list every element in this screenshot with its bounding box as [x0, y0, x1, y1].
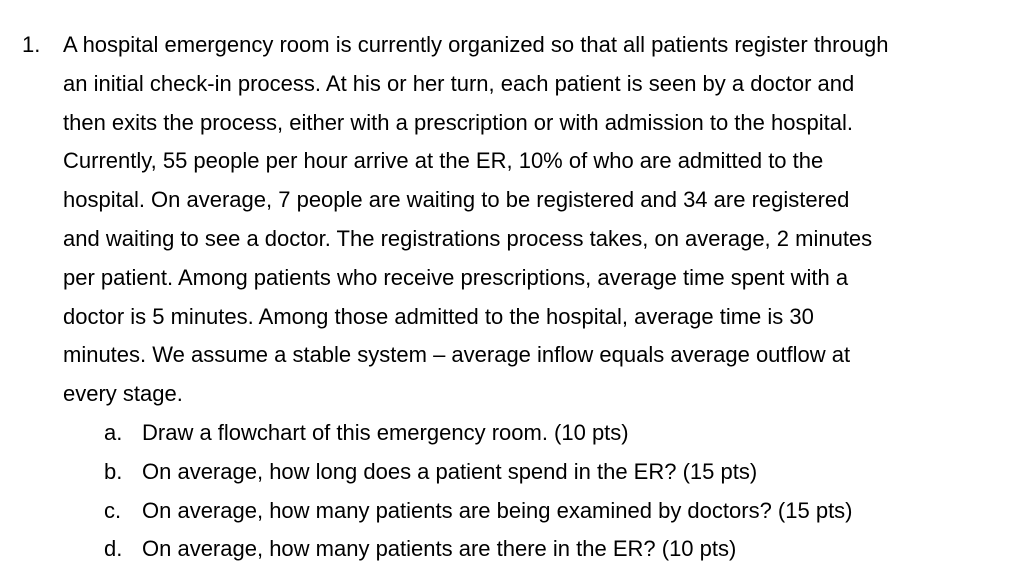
subquestion-letter: d. — [104, 536, 123, 562]
question-line: A hospital emergency room is currently organized so that all patients register through — [63, 32, 889, 57]
subquestion-text: On average, how long does a patient spend in the ER? (15 pts) — [142, 458, 758, 484]
question-line: minutes. We assume a stable system – average inflow equals average outflow at — [63, 342, 851, 368]
subquestion-text: On average, how many patients are being examined by doctors? (15 pts) — [142, 497, 853, 523]
subquestion-c — [104, 492, 1004, 531]
question-line: and waiting to see a doctor. The registrations process takes, on average, 2 minutes — [63, 225, 873, 251]
question-body — [63, 26, 1013, 414]
question-line: per patient. Among patients who receive prescriptions, average time spent with a — [63, 264, 849, 290]
subquestion-letter: a. — [104, 420, 123, 445]
question-line: an initial check-in process. At his or her turn, each patient is seen by a doctor and — [63, 70, 855, 96]
subquestion-letter: b. — [104, 458, 123, 484]
subquestion-d — [104, 530, 1004, 569]
subquestion-text: Draw a flowchart of this emergency room. (10 pts) — [142, 420, 629, 445]
question-line: Currently, 55 people per hour arrive at the ER, 10% of who are admitted to the — [63, 148, 824, 174]
subquestion-list — [104, 414, 1004, 569]
question-line: every stage. — [63, 381, 183, 407]
subquestion-a — [104, 414, 1004, 453]
subquestion-letter: c. — [104, 497, 122, 523]
subquestion-b — [104, 453, 1004, 492]
subquestion-text: On average, how many patients are there in the ER? (10 pts) — [142, 536, 737, 562]
question-line: hospital. On average, 7 people are waiting to be registered and 34 are registered — [63, 187, 850, 213]
question-number: 1. — [22, 32, 41, 57]
question-line: doctor is 5 minutes. Among those admitted to the hospital, average time is 30 — [63, 303, 814, 329]
question-line: then exits the process, either with a prescription or with admission to the hospital. — [63, 109, 853, 135]
